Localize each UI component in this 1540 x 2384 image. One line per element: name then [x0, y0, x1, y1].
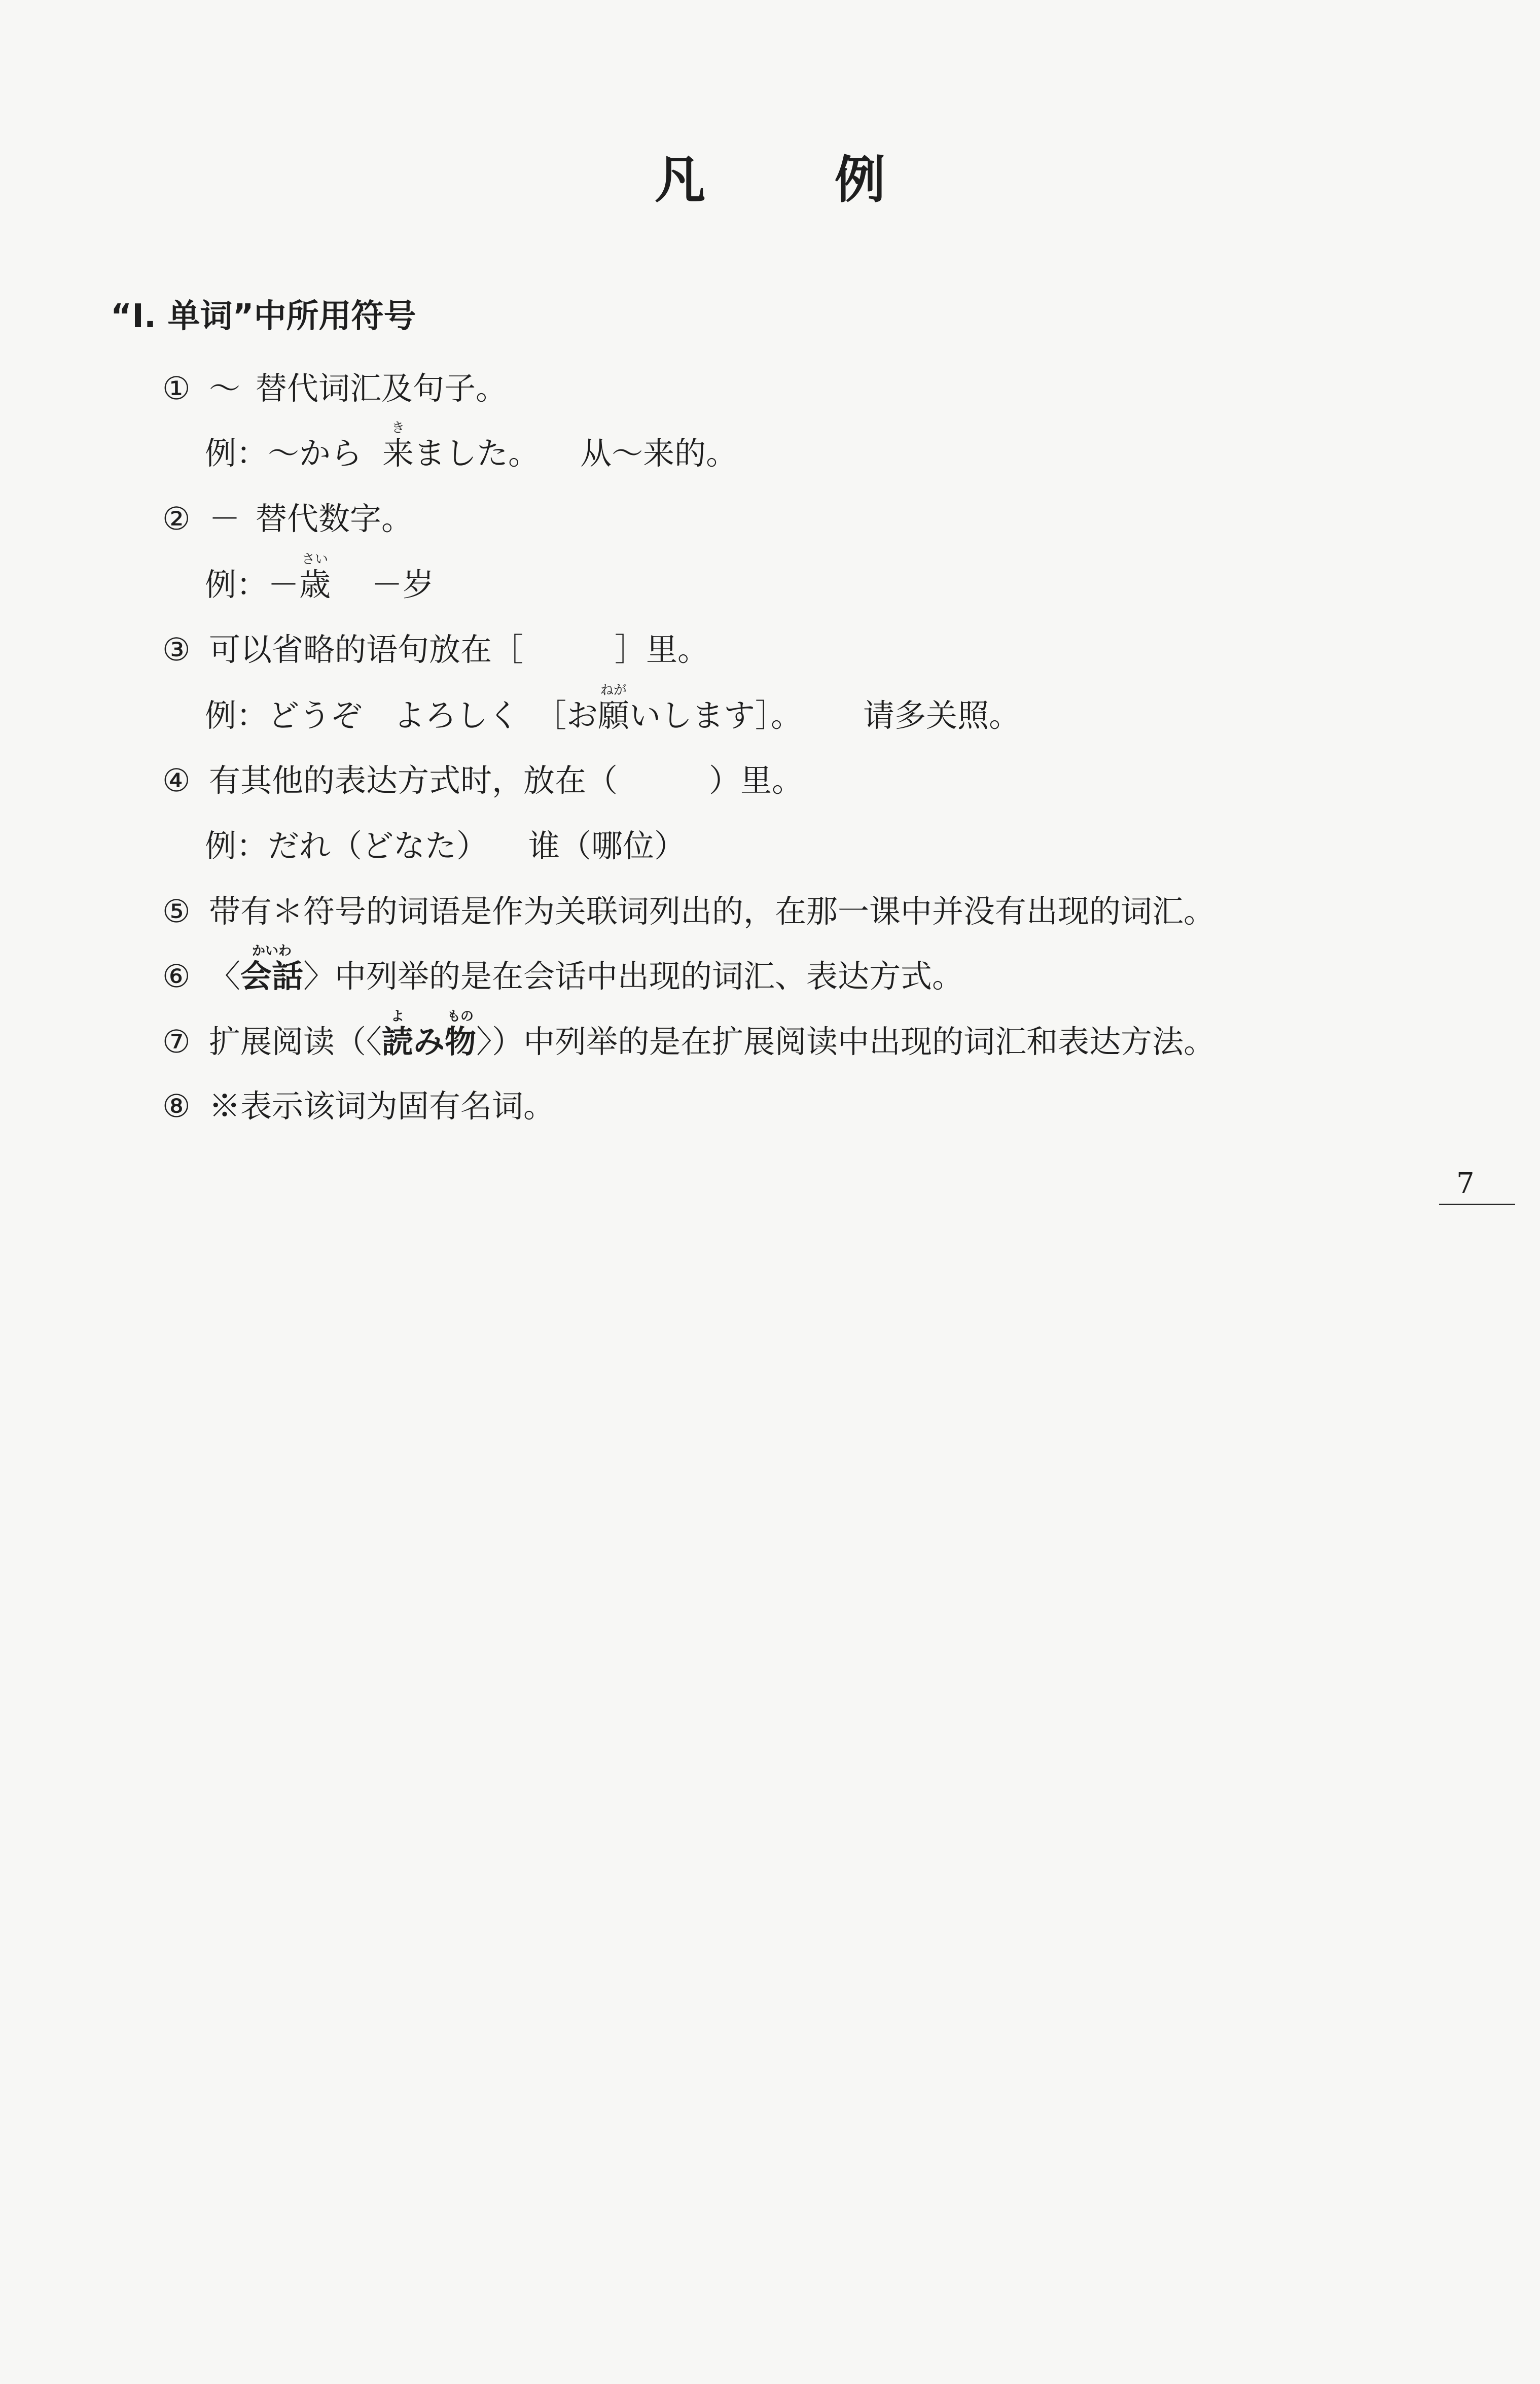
item-text-tail: 〉）中列举的是在扩展阅读中出现的词汇和表达方法。	[476, 1023, 1215, 1060]
section-heading: “Ⅰ. 单词”中所用符号	[111, 298, 416, 335]
item-text-tail: ）里。	[709, 762, 804, 799]
item-text: 可以省略的语句放在［	[209, 631, 524, 668]
list-item-2	[162, 500, 413, 537]
list-item-3	[162, 631, 709, 668]
item-text: 替代词汇及句子。	[256, 370, 508, 407]
page-title: 凡 例	[655, 150, 941, 209]
item-text: 扩展阅读（〈	[209, 1023, 382, 1060]
item-text: 替代数字。	[256, 500, 413, 537]
item-symbol: ～	[209, 370, 241, 407]
ruby-kanji: 来	[382, 435, 414, 472]
ruby-kanji: 願	[598, 697, 630, 734]
example-jp: どうぞ よろしく ［お	[268, 697, 598, 734]
example-jp: ～から	[268, 435, 363, 472]
item-number: ⑤	[162, 893, 191, 930]
list-item-4	[162, 762, 804, 799]
term-text: 会話	[240, 958, 304, 995]
item-number: ⑧	[162, 1088, 191, 1125]
example-label: 例：	[205, 697, 268, 734]
item-number: ①	[162, 370, 191, 407]
list-item-7	[162, 1009, 1215, 1060]
example-jp-tail: ました。	[414, 435, 540, 472]
ruby-word	[598, 683, 630, 734]
ruby-reading: さい	[302, 552, 329, 567]
example-label: 例：	[205, 435, 268, 472]
item-text-tail: ］里。	[615, 631, 709, 668]
example-2	[205, 552, 435, 603]
item-text: ※表示该词为固有名词。	[209, 1088, 555, 1125]
list-item-5	[162, 893, 1215, 930]
example-jp: だれ（どなた）	[268, 827, 488, 864]
term-mono	[445, 1009, 477, 1060]
ruby-reading: よ	[391, 1009, 405, 1024]
item-text: 中列举的是在会话中出现的词汇、表达方式。	[335, 958, 964, 995]
example-1	[205, 420, 738, 472]
example-zh: 请多关照。	[863, 697, 1021, 734]
ruby-reading: かいわ	[252, 943, 292, 959]
example-jp: －	[268, 566, 300, 603]
item-number: ④	[162, 762, 191, 799]
page-number: 7	[1456, 1167, 1475, 1200]
bracket-open: 〈	[209, 958, 241, 995]
example-zh: 从～来的。	[580, 435, 738, 472]
bracket-close: 〉	[303, 958, 335, 995]
example-zh: －岁	[371, 566, 435, 603]
example-4	[205, 827, 686, 864]
item-number: ②	[162, 500, 191, 537]
item-symbol: －	[209, 500, 241, 537]
term-text: 物	[445, 1023, 477, 1060]
list-item-1	[162, 370, 508, 407]
term-text: 読	[382, 1023, 414, 1060]
item-number: ⑥	[162, 958, 191, 995]
example-zh: 谁（哪位）	[528, 827, 686, 864]
ruby-reading: もの	[447, 1009, 474, 1024]
ruby-word	[382, 420, 414, 472]
ruby-word	[299, 552, 331, 603]
ruby-reading: ねが	[600, 683, 627, 698]
example-3	[205, 683, 1021, 734]
item-text: 有其他的表达方式时，放在（	[209, 762, 618, 799]
example-jp-tail: いします］。	[629, 697, 803, 734]
item-number: ③	[162, 631, 191, 668]
list-item-6	[162, 943, 964, 995]
list-item-8	[162, 1088, 555, 1125]
page-number-rule	[1439, 1204, 1515, 1205]
example-label: 例：	[205, 566, 268, 603]
ruby-kanji: 歳	[299, 566, 331, 603]
item-text: 带有＊符号的词语是作为关联词列出的，在那一课中并没有出现的词汇。	[209, 893, 1215, 930]
term-kaiwa	[240, 943, 304, 995]
term-kana: み	[413, 1023, 445, 1060]
item-number: ⑦	[162, 1023, 191, 1060]
ruby-reading: き	[391, 420, 405, 436]
example-label: 例：	[205, 827, 268, 864]
term-yomi	[382, 1009, 414, 1060]
